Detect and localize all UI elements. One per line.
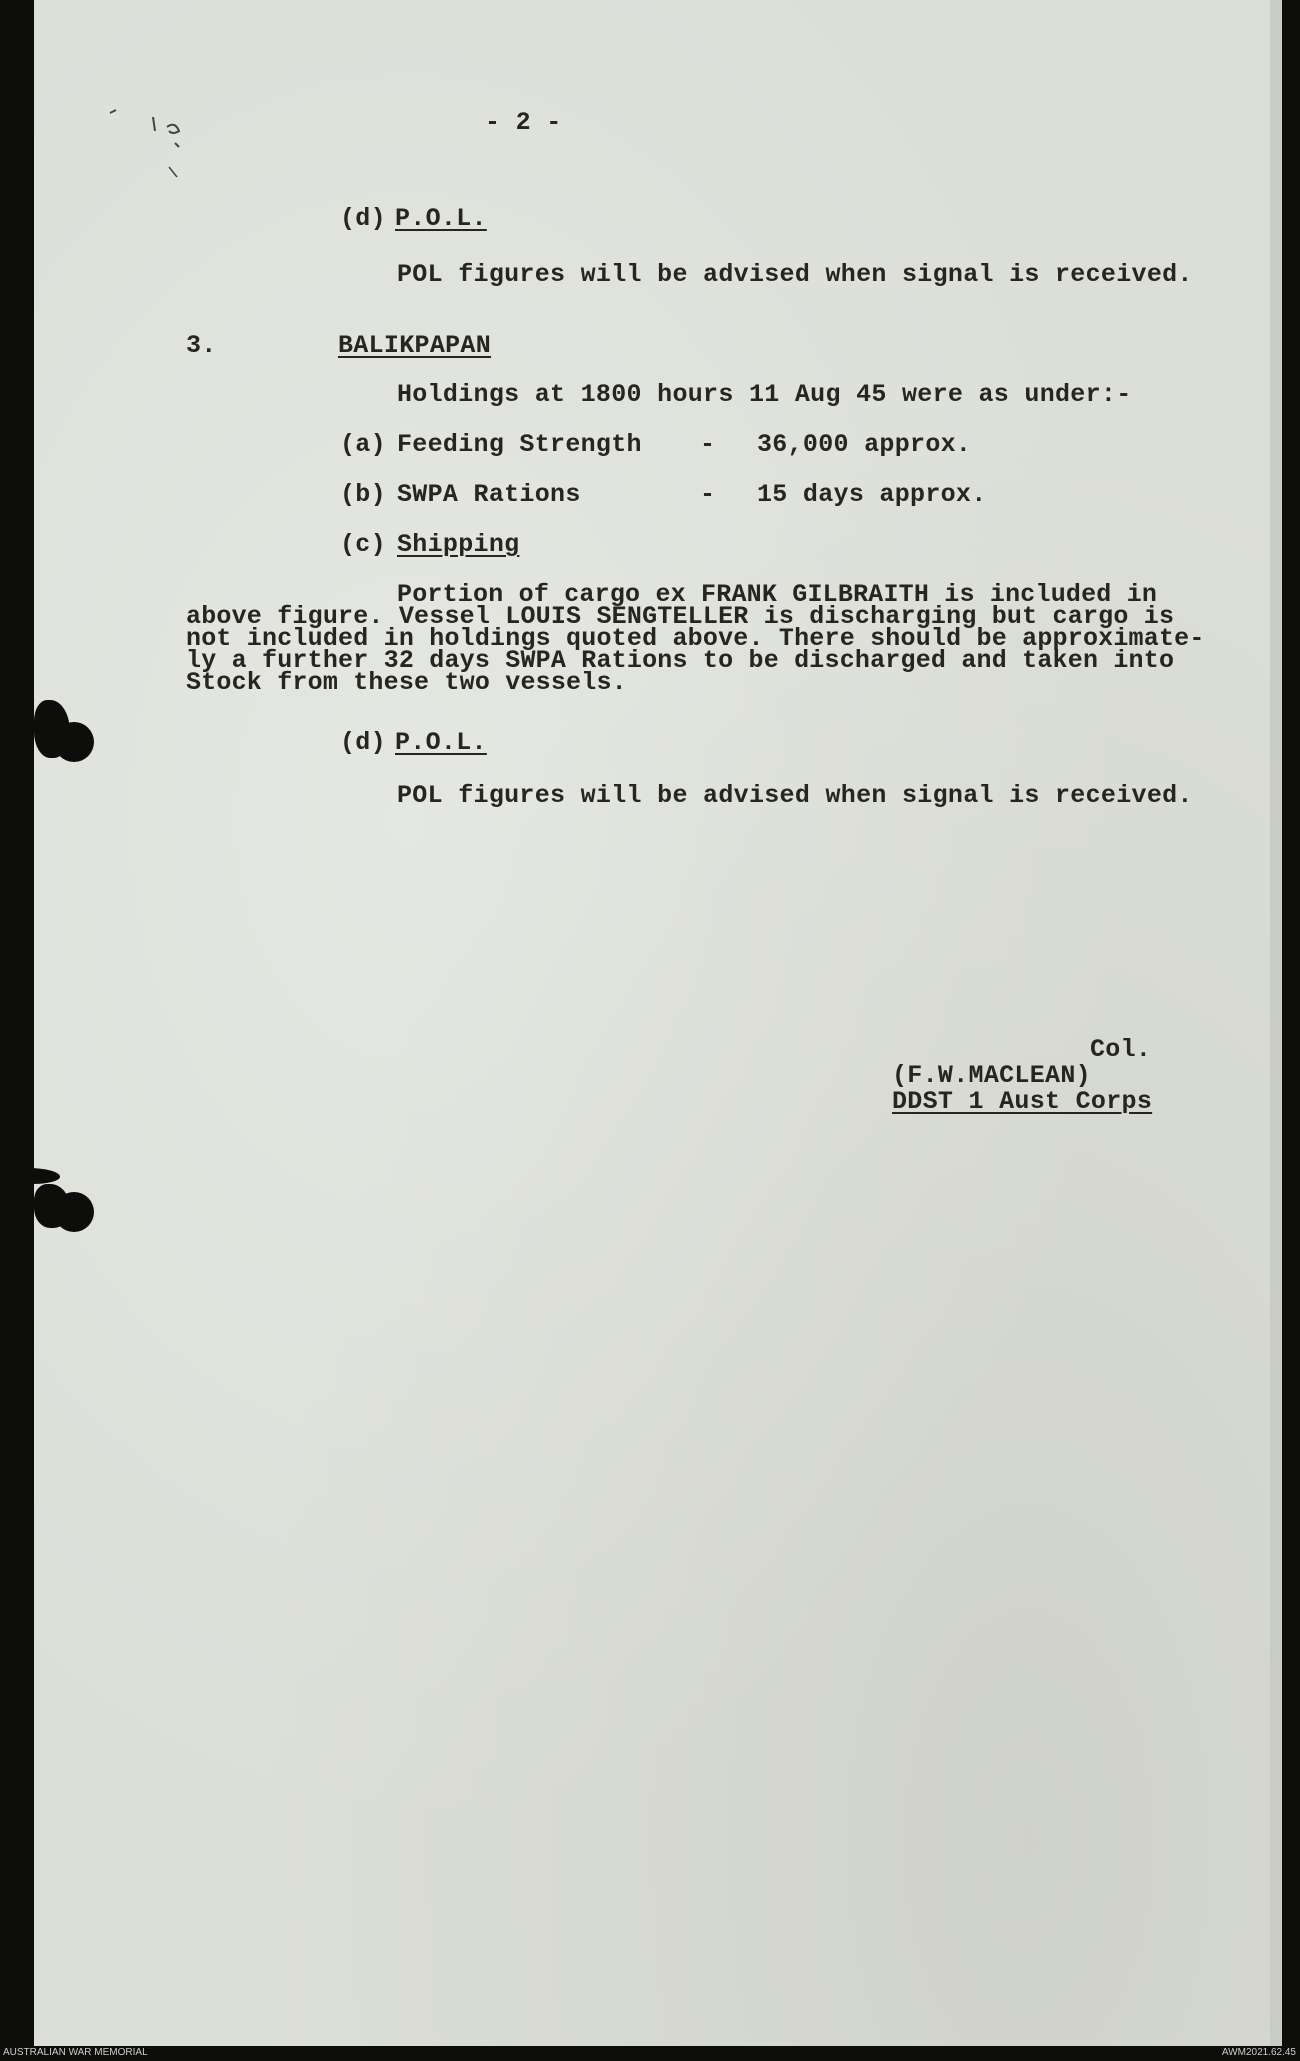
item-dash: - [700,430,716,459]
page-number: - 2 - [485,108,562,137]
pol-text: POL figures will be advised when signal is received. [397,781,1193,810]
shipping-line: Portion of cargo ex FRANK GILBRAITH is included in [397,580,1158,609]
document-page [34,0,1277,2046]
section-3-number: 3. [186,331,217,360]
footer-item-id: AWM2021.62.45 [1221,2047,1296,2058]
section-3-intro: Holdings at 1800 hours 11 Aug 45 were as under:- [397,380,1132,409]
section-3-heading: BALIKPAPAN [338,331,492,360]
signature-name: (F.W.MACLEAN) [892,1061,1091,1090]
shipping-line: not included in holdings quoted above. There should be approximate- [186,624,1205,653]
pol-label: (d) [340,728,386,757]
item-value: 15 days approx. [757,480,987,509]
shipping-line: ly a further 32 days SWPA Rations to be discharged and taken into [186,646,1175,675]
item-label: (b) [340,480,386,509]
shipping-line: above figure. Vessel LOUIS SENGTELLER is discharging but cargo is [186,602,1175,631]
signature-rank: Col. [1090,1035,1152,1064]
signature-title: DDST 1 Aust Corps [892,1087,1153,1116]
item-label: (a) [340,430,386,459]
pencil-marks [105,105,195,192]
punch-hole [54,1192,94,1232]
section-2d-heading: P.O.L. [395,204,487,233]
shipping-line: Stock from these two vessels. [186,668,627,697]
item-name: Feeding Strength [397,430,642,459]
section-2d-text: POL figures will be advised when signal is received. [397,260,1193,289]
shipping-label: (c) [340,530,386,559]
shipping-heading: Shipping [397,530,520,559]
pol-heading: P.O.L. [395,728,487,757]
section-2d-label: (d) [340,204,386,233]
item-name: SWPA Rations [397,480,581,509]
footer-archive-name: AUSTRALIAN WAR MEMORIAL [3,2047,148,2058]
item-value: 36,000 approx. [757,430,972,459]
item-dash: - [700,480,716,509]
page-edge [1270,0,1282,2046]
punch-hole [54,722,94,762]
page-damage [0,1168,60,1184]
